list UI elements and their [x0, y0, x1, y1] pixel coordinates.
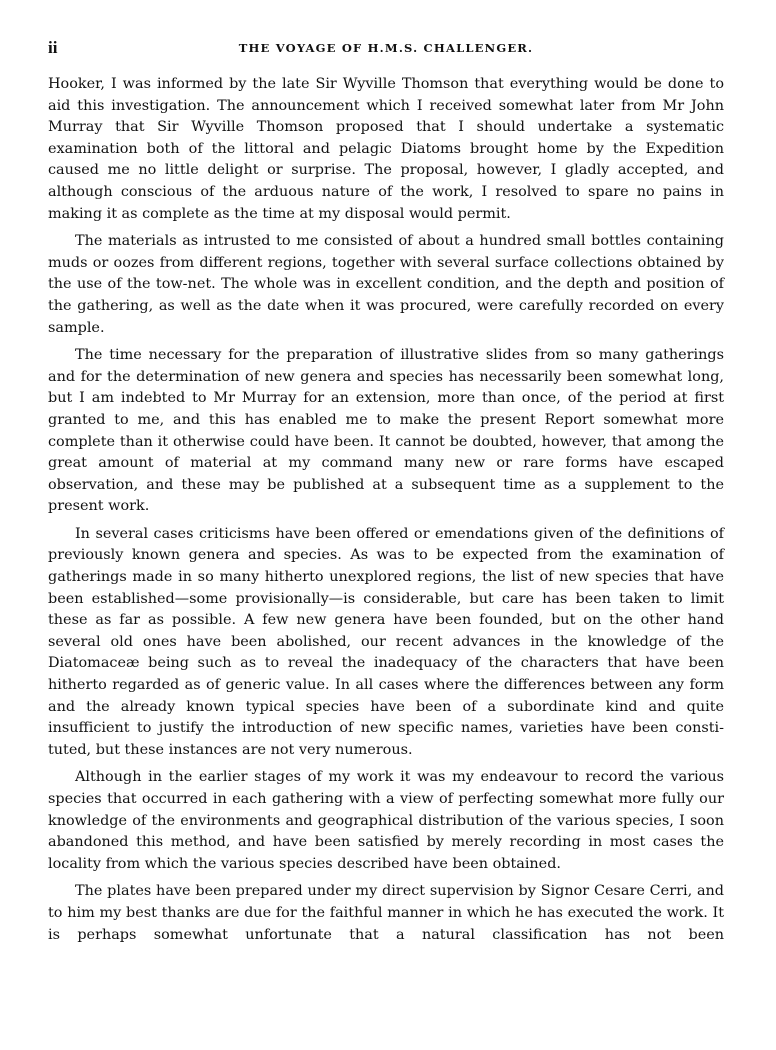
paragraph-method: Although in the earlier stages of my work it was my endeavour to record the various species that occurred in each gathering with a view of perfecting somewhat more fully our knowledge of the environments and geographical distribution of the various species, I soon abandoned this method, and have been satisfied by merely recording in most cases the locality from which the various species described have been obtained.	[48, 769, 724, 872]
document-page	[48, 38, 724, 952]
body-text	[48, 74, 724, 946]
page-number: ii	[48, 38, 58, 57]
paragraph-materials: The materials as intrusted to me consisted of about a hundred small bottles containing muds or oozes from different regions, together with several surface collections obtained by the use of the tow-net. The whole was in excellent condition, and the depth and position of the gathering, as well as the date when it was procured, were carefully recorded on every sample.	[48, 233, 724, 336]
paragraph-plates: The plates have been prepared under my direct supervision by Signor Cesare Cerri, and to him my best thanks are due for the faithful manner in which he has executed the work. It is perhaps somewhat unfortunate that a natural classification has not been	[48, 883, 724, 943]
paragraph-criticisms: In several cases criticisms have been offered or emendations given of the definitions of previously known genera and species. As was to be expected from the examination of gatherings made in so many hitherto unexplored regions, the list of new species that have been established—some provisionally—is considerable, but care has been taken to limit these as far as possible. A few new genera have been founded, but on the other hand several old ones have been abolished, our recent advances in the knowledge of the Diatomaceæ being such as to reveal the inadequacy of the characters that have been hitherto regarded as of generic value. In all cases where the differences between any form and the already known typical species have been of a subordinate kind and quite insufficient to justify the introduction of new specific names, varieties have been constituted, but these instances are not very numerous.	[48, 525, 724, 758]
paragraph-continued: Hooker, I was informed by the late Sir Wyville Thomson that everything would be done to aid this investigation. The announcement which I received somewhat later from Mr John Murray that Sir Wyville Thomson proposed that I should undertake a systematic examination both of the littoral and pelagic Diatoms brought home by the Expedition caused me no little delight or surprise. The proposal, however, I gladly accepted, and although conscious of the arduous nature of the work, I resolved to spare no pains in making it as complete as the time at my disposal would permit.	[48, 76, 724, 222]
running-title: THE VOYAGE OF H.M.S. CHALLENGER.	[238, 41, 534, 55]
page-header	[48, 38, 724, 64]
paragraph-preparation-time: The time necessary for the preparation of illustrative slides from so many gatherings and for the determination of new genera and species has necessarily been somewhat long, but I am indebted to Mr Murray for an extension, more than once, of the period at first granted to me, and this has enabled me to make the present Report somewhat more complete than it otherwise could have been. It cannot be doubted, however, that among the great amount of material at my command many new or rare forms have escaped observation, and these may be published at a subsequent time as a supplement to the present work.	[48, 347, 724, 515]
